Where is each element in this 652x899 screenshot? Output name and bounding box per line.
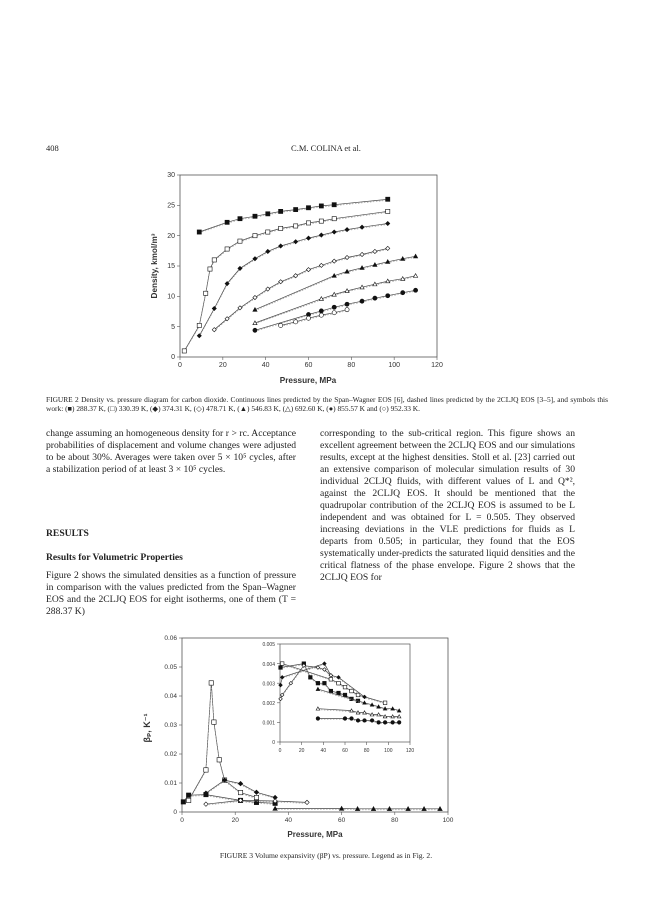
svg-text:80: 80 bbox=[391, 817, 399, 824]
svg-text:0.05: 0.05 bbox=[164, 664, 177, 672]
x-axis-label: Pressure, MPa bbox=[279, 376, 337, 385]
svg-text:0: 0 bbox=[178, 362, 182, 369]
section-heading: RESULTS bbox=[46, 528, 89, 539]
subsection-heading: Results for Volumetric Properties bbox=[46, 552, 183, 563]
svg-text:100: 100 bbox=[384, 748, 393, 754]
figure-2-density-chart bbox=[140, 160, 470, 390]
figure-3-expansivity-chart bbox=[130, 630, 470, 845]
right-column bbox=[320, 428, 575, 584]
svg-text:60: 60 bbox=[342, 748, 348, 754]
svg-text:0.005: 0.005 bbox=[262, 642, 275, 649]
svg-text:20: 20 bbox=[298, 748, 305, 754]
running-title: C.M. COLINA et al. bbox=[291, 143, 361, 153]
svg-text:80: 80 bbox=[347, 362, 356, 369]
svg-text:60: 60 bbox=[337, 817, 346, 824]
svg-text:0: 0 bbox=[171, 354, 175, 362]
svg-text:0: 0 bbox=[173, 809, 177, 817]
svg-text:0.01: 0.01 bbox=[164, 780, 177, 788]
svg-text:20: 20 bbox=[167, 232, 175, 240]
svg-text:20: 20 bbox=[231, 817, 239, 824]
svg-text:0: 0 bbox=[272, 740, 275, 747]
svg-text:40: 40 bbox=[320, 748, 327, 754]
svg-text:10: 10 bbox=[167, 293, 175, 301]
svg-text:0.004: 0.004 bbox=[262, 661, 275, 668]
svg-text:120: 120 bbox=[431, 362, 443, 369]
svg-text:0.002: 0.002 bbox=[262, 701, 275, 707]
page-number: 408 bbox=[46, 143, 59, 153]
svg-text:15: 15 bbox=[167, 263, 175, 271]
svg-text:60: 60 bbox=[304, 362, 313, 369]
svg-text:0.04: 0.04 bbox=[164, 693, 177, 701]
x-axis-label: Pressure, MPa bbox=[287, 830, 343, 839]
left-column-2 bbox=[46, 570, 296, 618]
svg-text:0.003: 0.003 bbox=[262, 681, 275, 688]
svg-text:100: 100 bbox=[388, 362, 401, 369]
svg-text:30: 30 bbox=[167, 172, 175, 180]
svg-text:0.03: 0.03 bbox=[164, 722, 177, 730]
y-axis-label: βₚ, K⁻¹ bbox=[142, 713, 152, 743]
paragraph: corresponding to the sub-critical region. This figure shows an excellent agreement between the 2CLJQ EOS and our simulations results, except at the highest densities. Stoll et al. [23] carried out an extensive comparison of molecular simulation results of 30 individual 2CLJQ fluids, with different values of L and Q*², against the 2CLJQ EOS. It should be mentioned that the quadrupolar contribution of the 2CLJQ EOS is assumed to be L independent and was obtained for L = 0.505. They observed increasing deviations in the VLE predictions for fluids as L departs from 0.505; in particular, they found that the EOS systematically under-predicts the saturated liquid densities and the critical flatness of the phase envelope. Figure 2 shows that the 2CLJQ EOS for bbox=[320, 428, 575, 583]
svg-text:40: 40 bbox=[261, 362, 270, 369]
svg-text:0: 0 bbox=[278, 748, 282, 754]
y-axis-label: Density, kmol/m³ bbox=[150, 233, 159, 299]
svg-text:0: 0 bbox=[180, 817, 184, 824]
svg-text:80: 80 bbox=[363, 748, 370, 754]
svg-text:25: 25 bbox=[167, 202, 175, 210]
figure-3-caption: FIGURE 3 Volume expansivity (βP) vs. pressure. Legend as in Fig. 2. bbox=[219, 851, 433, 860]
paragraph: Figure 2 shows the simulated densities as a function of pressure in comparison with the values predicted from the Span–Wagner EOS and the 2CLJQ EOS for eight isotherms, one of them (T = 288.37 K) bbox=[46, 570, 296, 617]
svg-text:0.02: 0.02 bbox=[164, 751, 177, 759]
svg-text:0.06: 0.06 bbox=[164, 635, 177, 643]
figure-2-caption: FIGURE 2 Density vs. pressure diagram for carbon dioxide. Continuous lines predicted by the Span–Wagner EOS [6], dashed lines predicted by the 2CLJQ EOS [3–5], and symbols this work: (■) 288.37 K, (□) 330.39 K, (◆) 374.31 K, (◇) 478.71 K, (▲) 546.83 K, (△) 692.60 K, (●) 855.57 K and (○) 952.33 K. bbox=[46, 395, 608, 414]
left-column bbox=[46, 428, 296, 476]
svg-text:40: 40 bbox=[284, 817, 293, 824]
paragraph: change assuming an homogeneous density for r > rc. Acceptance probabilities of displacement and volume changes were adjusted to be about 30%. Averages were taken over 5 × 10⁵ cycles, after a stabilization period of at least 3 × 10⁵ cycles. bbox=[46, 428, 296, 475]
svg-text:100: 100 bbox=[442, 817, 454, 824]
svg-text:0.001: 0.001 bbox=[262, 720, 275, 727]
svg-text:5: 5 bbox=[171, 323, 175, 331]
svg-text:120: 120 bbox=[405, 748, 415, 754]
svg-text:20: 20 bbox=[218, 362, 227, 369]
